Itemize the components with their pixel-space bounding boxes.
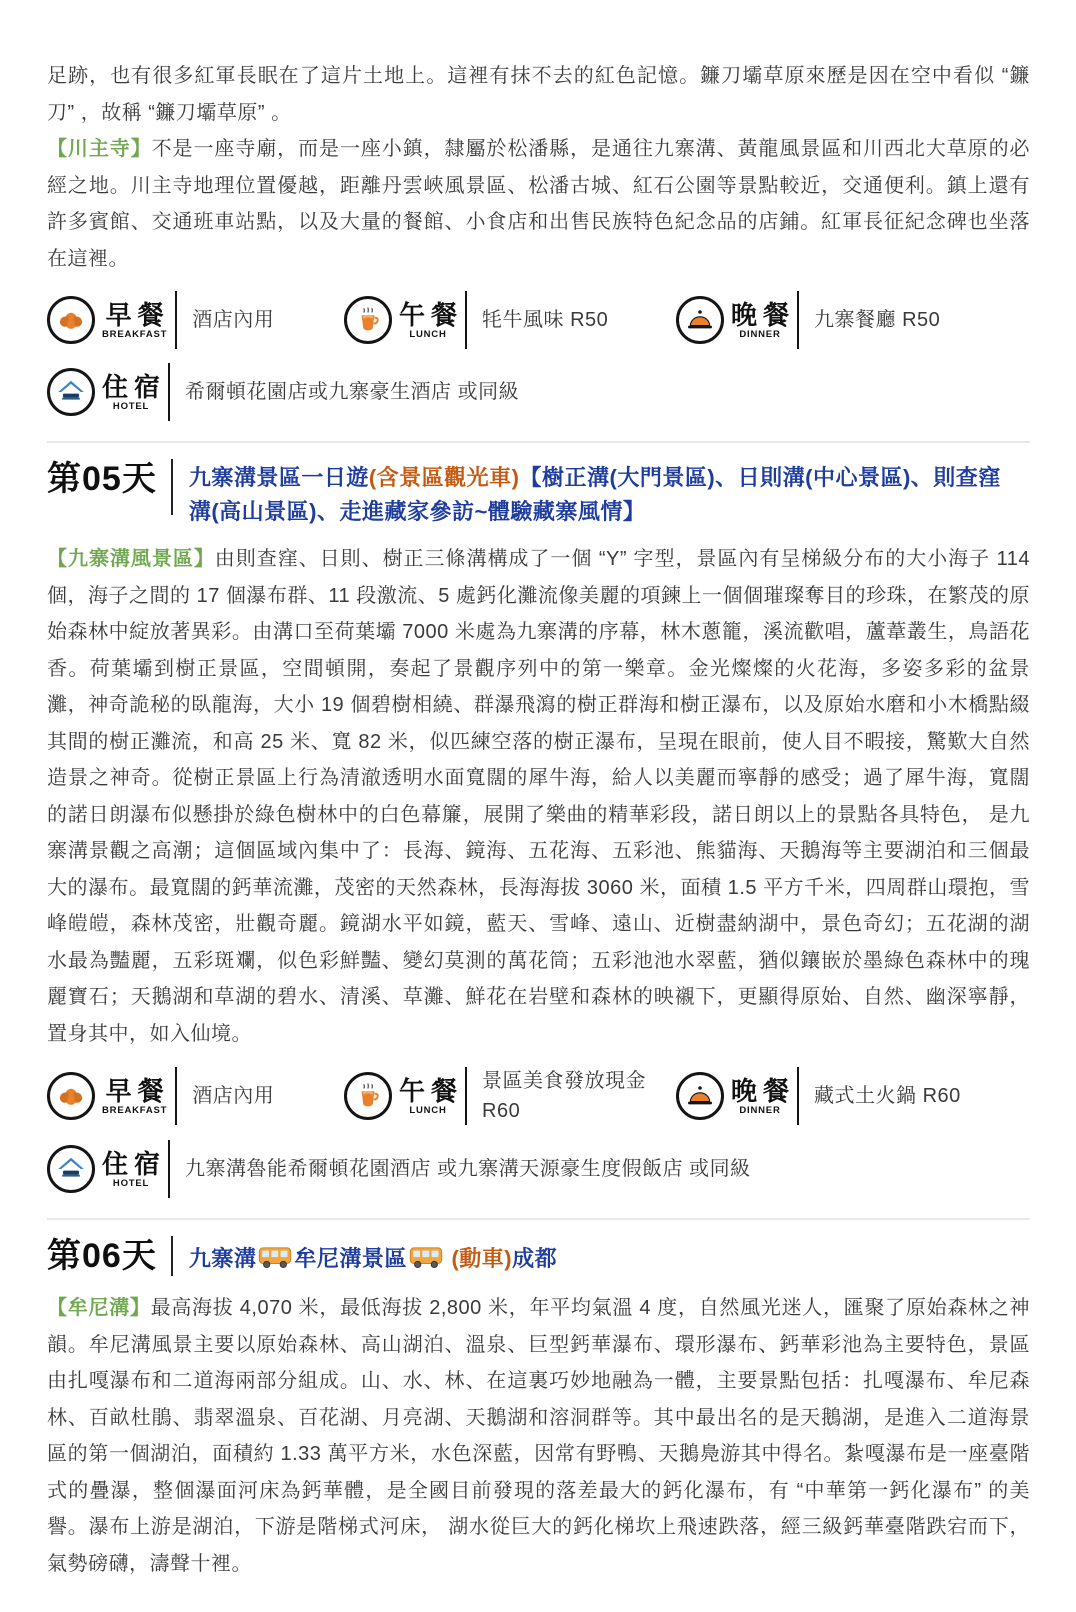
- day04-hotel: [47, 363, 519, 421]
- divider-bar: [465, 1067, 467, 1125]
- dinner-icon: [676, 296, 724, 344]
- breakfast-label: 早餐: [105, 299, 170, 330]
- bus-icon: [409, 1246, 443, 1270]
- lunch-label-block: [399, 299, 464, 340]
- day05-lunch: [344, 1066, 676, 1126]
- lunch-icon: [344, 296, 392, 344]
- day04-meal-row: [47, 291, 1030, 349]
- day06-title-note: (動車): [451, 1246, 513, 1271]
- day06-label: 第06天: [47, 1237, 157, 1275]
- divider-bar: [171, 459, 173, 515]
- divider-bar: [465, 291, 467, 349]
- divider-bar: [168, 1140, 170, 1198]
- day05-title-main: 九寨溝景區一日遊: [188, 465, 369, 490]
- section-label-chuanzhusi: 【川主寺】: [47, 138, 152, 160]
- dinner-label: 晚餐: [731, 1075, 796, 1106]
- lunch-label: 午餐: [399, 299, 464, 330]
- section-label-mounigou: 【牟尼溝】: [47, 1297, 151, 1319]
- day06-title-part1: 九寨溝: [188, 1246, 257, 1271]
- day06-title-part3: 成都: [512, 1246, 558, 1271]
- day05-body: [47, 541, 1030, 1052]
- hotel-label-block: [102, 371, 167, 412]
- breakfast-icon: [47, 1072, 95, 1120]
- dinner-label-block: [731, 299, 796, 340]
- dinner-label: 晚餐: [731, 299, 796, 330]
- intro-paragraph-2-text: 不是一座寺廟，而是一座小鎮，隸屬於松潘縣，是通往九寨溝、黃龍風景區和川西北大草原的必經之地。川主寺地理位置優越，距離丹雲峽風景區、松潘古城、紅石公園等景點較近，交通便利。鎮上還有許多賓館、交通班車站點，以及大量的餐館、小食店和出售民族特色紀念品的店鋪。紅軍長征紀念碑也坐落在這裡。: [47, 138, 1031, 270]
- day05-breakfast-value: 酒店內用: [192, 1085, 275, 1107]
- day04-breakfast-value: 酒店內用: [192, 309, 275, 331]
- day05-dinner: [676, 1067, 1030, 1125]
- day05-lunch-value: 景區美食發放現金 R60: [482, 1070, 647, 1122]
- divider-bar: [797, 1067, 799, 1125]
- day05-dinner-value: 藏式土火鍋 R60: [814, 1085, 961, 1107]
- divider-bar: [175, 1067, 177, 1125]
- hotel-label-en: HOTEL: [112, 1177, 150, 1189]
- breakfast-label-en: BREAKFAST: [102, 328, 168, 340]
- divider-bar: [797, 291, 799, 349]
- day06-separator: [47, 1218, 1030, 1220]
- hotel-icon: [47, 368, 95, 416]
- day05-hotel-value: 九寨溝魯能希爾頓花園酒店 或九寨溝天源豪生度假飯店 或同級: [185, 1158, 751, 1180]
- dinner-label-block: [731, 1075, 796, 1116]
- divider-bar: [171, 1236, 173, 1276]
- day04-lunch: [344, 291, 676, 349]
- lunch-label-block: [399, 1075, 464, 1116]
- day04-lunch-value: 牦牛風味 R50: [482, 309, 609, 331]
- day05-meal-row: [47, 1066, 1030, 1126]
- breakfast-label: 早餐: [105, 1075, 170, 1106]
- dinner-label-en: DINNER: [739, 1104, 781, 1116]
- day04-breakfast: [47, 291, 344, 349]
- lunch-label: 午餐: [399, 1075, 464, 1106]
- day05-title-rest: 【樹正溝(大門景區)、日則溝(中心景區)、則查窪溝(高山景區)、走進藏家參訪~體驗藏寨風情】: [188, 465, 1001, 524]
- day06-body: [47, 1290, 1030, 1582]
- dinner-icon: [676, 1072, 724, 1120]
- breakfast-icon: [47, 296, 95, 344]
- dinner-label-en: DINNER: [739, 328, 781, 340]
- hotel-label-block: [102, 1148, 167, 1189]
- day05-title-note: (含景區觀光車): [368, 465, 520, 490]
- day05-separator: [47, 441, 1030, 443]
- day05-breakfast: [47, 1067, 344, 1125]
- day04-dinner-value: 九寨餐廳 R50: [814, 309, 941, 331]
- divider-bar: [175, 291, 177, 349]
- intro-paragraph-2: [47, 131, 1030, 277]
- day04-hotel-value: 希爾頓花園店或九寨豪生酒店 或同級: [185, 381, 520, 403]
- intro-paragraph-1: 足跡，也有很多紅軍長眠在了這片土地上。這裡有抹不去的紅色記憶。鐮刀壩草原來歷是因在空中看似 “鐮刀” ，故稱 “鐮刀壩草原” 。: [47, 65, 1030, 124]
- section-label-jiuzhaigou: 【九寨溝風景區】: [47, 548, 215, 570]
- day05-hotel: [47, 1140, 751, 1198]
- day04-dinner: [676, 291, 1030, 349]
- day05-title: [189, 457, 1007, 529]
- day05-header: [47, 457, 1030, 529]
- lunch-label-en: LUNCH: [409, 328, 447, 340]
- divider-bar: [168, 363, 170, 421]
- hotel-label: 住宿: [102, 1148, 167, 1179]
- day06-body-text: 最高海拔 4,070 米，最低海拔 2,800 米，年平均氣溫 4 度，自然風光迷人，匯聚了原始森林之神韻。牟尼溝風景主要以原始森林、高山湖泊、溫泉、巨型鈣華瀑布、環形瀑布、鈣華彩池為主要特色，景區由扎嘎瀑布和二道海兩部分組成。山、水、林、在這裏巧妙地融為一體，主要景點包括：扎嘎瀑布、牟尼森林、百畝杜鵑、翡翠溫泉、百花湖、月亮湖、天鵝湖和溶洞群等。其中最出名的是天鵝湖，是進入二道海景區的第一個湖泊，面積約 1.33 萬平方米，水色深藍，因常有野鴨、天鵝鳧游其中得名。紮嘎瀑布是一座臺階式的疊瀑，整個瀑面河床為鈣華體，是全國目前發現的落差最大的鈣化瀑布，有 “中華第一鈣化瀑布” 的美譽。瀑布上游是湖泊，下游是階梯式河床， 湖水從巨大的鈣化梯坎上飛速跌落，經三級鈣華臺階跌宕而下，氣勢磅礴，濤聲十裡。: [47, 1297, 1031, 1575]
- hotel-label-en: HOTEL: [112, 400, 150, 412]
- day05-body-text: 由則查窪、日則、樹正三條溝構成了一個 “Y” 字型，景區內有呈梯級分布的大小海子 114 個，海子之間的 17 個瀑布群、11 段激流、5 處鈣化灘流像美麗的項鍊上一個個璀璨奪目的珍珠，在繁茂的原始森林中綻放著異彩。由溝口至荷葉壩 7000 米處為九寨溝的序幕，林木蔥籠，溪流歡唱，蘆葦叢生，鳥語花香。荷葉壩到樹正景區，空間頓開，奏起了景觀序列中的第一樂章。金光燦燦的火花海，多姿多彩的盆景灘，神奇詭秘的臥龍海，大小 19 個碧樹相繞、群瀑飛瀉的樹正群海和樹正瀑布，以及原始水磨和小木橋點綴其間的樹正灘流，和高 25 米、寬 82 米，似匹練空落的樹正瀑布，呈現在眼前，使人目不暇接，驚歎大自然造景之神奇。從樹正景區上行為清澈透明水面寬闊的犀牛海，給人以美麗而寧靜的感受；過了犀牛海，寬闊的諾日朗瀑布似懸掛於綠色樹林中的白色幕簾，展開了樂曲的精華彩段，諾日朗以上的景點各具特色， 是九寨溝景觀之高潮；這個區域內集中了：長海、鏡海、五花海、五彩池、熊貓海、天鵝海等主要湖泊和三個最大的瀑布。最寬闊的鈣華流灘，茂密的天然森林，長海海拔 3060 米，面積 1.5 平方千米，四周群山環抱，雪峰皚皚，森林茂密，壯觀奇麗。鏡湖水平如鏡，藍天、雪峰、遠山、近樹盡納湖中，景色奇幻；五花湖的湖水最為豔麗，五彩斑斕，似色彩鮮豔、變幻莫測的萬花筒；五彩池池水翠藍，猶似鑲嵌於墨綠色森林中的瑰麗寶石；天鵝湖和草湖的碧水、清溪、草灘、鮮花在岩壁和森林的映襯下，更顯得原始、自然、幽深寧靜，置身其中，如入仙境。: [47, 548, 1031, 1045]
- day06-title-part2: 牟尼溝景區: [294, 1246, 407, 1271]
- lunch-icon: [344, 1072, 392, 1120]
- day04-hotel-row: [47, 363, 1030, 421]
- day05-label: 第05天: [47, 460, 157, 498]
- lunch-label-en: LUNCH: [409, 1104, 447, 1116]
- breakfast-label-block: [102, 1075, 170, 1116]
- hotel-label: 住宿: [102, 371, 167, 402]
- day06-title: [189, 1234, 1007, 1276]
- day06-header: [47, 1234, 1030, 1278]
- breakfast-label-en: BREAKFAST: [102, 1104, 168, 1116]
- hotel-icon: [47, 1145, 95, 1193]
- day05-hotel-row: [47, 1140, 1030, 1198]
- bus-icon: [258, 1246, 292, 1270]
- breakfast-label-block: [102, 299, 170, 340]
